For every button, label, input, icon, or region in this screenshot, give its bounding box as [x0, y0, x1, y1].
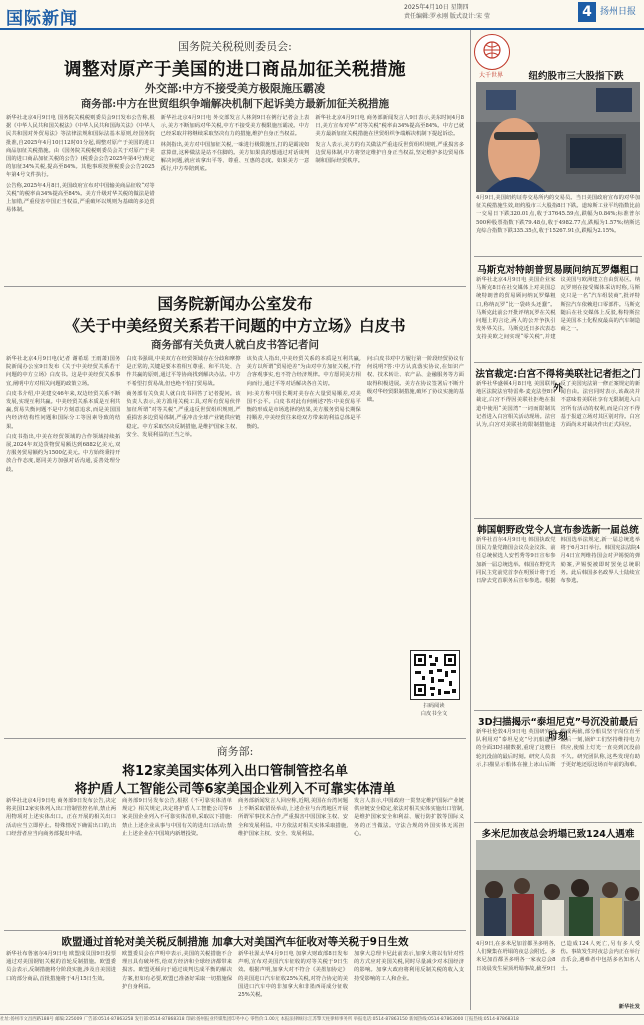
lead-sub-2: 商务部:中方在世贸组织争端解决机制下起诉美方最新加征关税措施 [80, 98, 390, 110]
whitepaper-para: 白皮书介绍,中美建交46年来,双边经贸关系不断发展,实现互利共赢。中美经贸关系本质是互利共赢,贸易失衡问题不是中方刻意追求,而是美国国内经济结构性问题和国际分工等因素导致的结果。 [6, 390, 121, 430]
stock-caption: 4月9日,美国纽约证券交易所内的交易员。当日美国政府宣布的对华加征关税措施生效,纽约股市三大股指8日下跌。道琼斯工业平均指数比前一交易日下跌320.01点,收于37645.59点,跌幅为0.84%;标准普尔500种股票指数下跌79.48点,收于4982.77点,跌幅为1.57%;纳斯达克综合指数下跌335.35点,收于15267.91点,跌幅为2.15%。 [476, 195, 640, 234]
qr-caption-line: 扫码阅读 [423, 703, 445, 709]
divider [4, 286, 466, 287]
eu-para: 新华社布鲁塞尔4月9日电 欧盟成员国9日投票通过对美国钢铝关税的首轮反制措施。欧盟委员会表示,反制措施将分阶段实施,涉及自美国进口的部分商品,首批措施将于4月15日生效。 [6, 951, 116, 982]
crowd-photo-icon [476, 840, 640, 936]
divider [474, 822, 642, 823]
lead-para: 新华社北京4月9日电 国务院关税税则委员会9日发布公告称,根据《中华人民共和国关税法》《中华人民共和国海关法》《中华人民共和国对外贸易法》等法律法规和国际法基本原则,经国务院批准,自2025年4月10日12时01分起,调整对原产于美国的进口商品加征关税措施。由《国务院关税税则委员会关于对原产于美国的进口商品加征关税的公告》(税委会公告2025年第4号)规定的加征34%关税,提高至84%。其他事项按照税委会公告2025年第4号文件执行。 [6, 115, 155, 179]
divider [474, 710, 642, 711]
column-logo-text: 大千世界 [478, 72, 503, 79]
lead-kicker: 国务院关税税则委员会: [178, 40, 292, 53]
dominican-credit: 新华社发 [618, 1004, 640, 1010]
page-header [0, 0, 644, 30]
dominican-headline: 多米尼加夜总会坍塌已致124人遇难 [481, 829, 635, 840]
whitepaper-headline-2: 《关于中美经贸关系若干问题的中方立场》白皮书 [64, 317, 406, 335]
eu-para: 加拿大总理卡尼此前表示,加拿大将以有针对性的方式应对美国关税,同时尽量减少对本国经济的影响。加拿大政府将利用反制关税的收入支持受影响的工人和企业。 [354, 951, 464, 982]
date-line: 2025年4月10日 星期四 [404, 4, 469, 11]
lead-para: 发言人表示,美方的有关做法严重违反世贸组织规则,严重损害多边贸易体制,中方将坚定维护自身正当权益,坚定维护多边贸易体制和国际经贸秩序。 [315, 141, 464, 165]
lead-sub-1: 外交部:中方不接受美方极限施压霸凌 [144, 82, 326, 95]
stock-photo [476, 82, 640, 192]
column-logo [474, 34, 510, 70]
dominican-photo [476, 840, 640, 936]
whitepaper-para: 白皮书指出,中美在经贸领域的合作领域持续拓展,2024年双边货物贸易额达到6882亿美元,双方服务贸易额约为1500亿美元。中方始终秉持开放合作态度,愿同美方加强对话沟通,妥善处理分歧。 [6, 433, 121, 473]
export-para: 商务部新闻发言人回应称,近期,美国在台湾问题上不断采取错误举动,上述企业与台湾地区开展所谓军事技术合作,严重损害中国国家主权、安全和发展利益。中方依法对相关实体采取措施,维护国家主权、安全、发展利益。 [238, 798, 348, 837]
ap-body: 新华社华盛顿4月8日电 美国联邦地区法院法官特雷弗·麦克法登8日裁定,白宫不得因美联社拒绝在报道中使用“美国湾”一词而限制其记者进入白宫相关活动现场。法官认为,白宫对美联社的限制措施违反了美国宪法第一修正案规定的新闻自由。法官同时表示,该裁决并不意味着美联社享有无限制进入白宫所有活动的权利,而是白宫不得基于报道立场对其区别对待。白宫方面尚未对裁决作出正式回应。 [476, 381, 640, 429]
korea-headline: 韩国朝野政党令人宣布参选新一届总统 [477, 525, 639, 536]
divider [474, 518, 642, 519]
export-headline-2: 将护盾人工智能公司等6家美国企业列入不可靠实体清单 [74, 782, 396, 797]
lead-para: 新华社北京4月9日电 外交部发言人林剑9日在例行记者会上表示,美方不断加码对华关税,中方不接受美方极限施压霸凌。中方已经采取并将继续采取坚决有力的措施,维护自身正当权益。 [160, 115, 310, 138]
export-para: 商务部9日另发布公告,根据《不可靠实体清单规定》相关规定,决定将护盾人工智能公司等6家美国企业列入不可靠实体清单,采取以下措施:禁止上述企业从事与中国有关的进出口活动;禁止上述企业在中国境内新增投资。 [122, 798, 232, 837]
dominican-caption: 4月9日,在多米尼加首都圣多明各,人们聚集在坍塌的夜总会附近。多米尼加首都圣多明各一家夜总会8日凌晨发生屋顶坍塌事故,截至9日已造成124人死亡,另有多人受伤。事故发生时夜总会内正在举行音乐会,遇难者中包括多名知名人士。 [476, 941, 640, 972]
lead-para: 公告称,2025年4月8日,美国政府宣布对中国输美商品征收“对等关税”的税率由34%提高至84%。美方升级对华关税的做法是错上加错,严重侵害中国正当权益,严重破坏以规则为基础的多边贸易体制。 [6, 182, 155, 214]
qr-caption-line: 白皮书全文 [420, 711, 448, 717]
page-footer: 社址:扬州市文昌西路188号 邮编:225009 广告部:0514-87863258 发行部:0514-87868318 印刷:扬州报业传媒集团印务中心 零售价:1.00元 本报法律顾问:江苏擎天柱律师事务所 举报电话:0514-87863150 新闻热线:0514-87863000 订报热线:0514-87868318 [0, 1014, 644, 1025]
section-title: 国际新闻 [6, 9, 78, 29]
titanic-headline: 3D扫描揭示“泰坦尼克”号沉没前最后时刻 [478, 717, 638, 742]
whitepaper-para: 该负责人指出,中美经贸关系的本质是互利共赢,美方以所谓“贸易逆差”为由对中方加征关税,不符合客观事实,也不符合经济规律。中方愿同美方相向而行,通过平等对话解决各自关切。 [246, 356, 361, 387]
eu-headline: 欧盟通过首轮对美关税反制措施 加拿大对美国汽车征收对等关税于9日生效 [61, 936, 409, 948]
whitepaper-headline-1: 国务院新闻办公室发布 [157, 295, 313, 313]
qr-code-icon [411, 651, 459, 699]
whitepaper-para: 新华社北京4月9日电(记者 谢希瑶 王雨萧)国务院新闻办公室9日发布《关于中美经贸关系若干问题的中方立场》白皮书。这是中美经贸关系事宜,阐明中方对相关问题的政策立场。 [6, 356, 121, 387]
globe-icon [475, 35, 509, 69]
whitepaper-sub: 商务部有关负责人就白皮书答记者问 [151, 339, 319, 351]
whitepaper-para: 问:白皮书对中方履行第一阶段经贸协议有何说明?答:中方认真落实协议,在知识产权、技术转让、农产品、金融服务等方面取得积极进展。美方在协议签署后不断升级对华经贸限制措施,破坏了协议实施的基础。 [366, 356, 464, 404]
lead-headline: 调整对原产于美国的进口商品加征关税措施 [64, 60, 406, 80]
whitepaper-para: 商务部有关负责人就白皮书回答了记者提问。该负责人表示,美方滥用关税工具,对所有贸易伙伴加征所谓“对等关税”,严重违反世贸组织规则,严重损害多边贸易体制,严重冲击全球产业链供应链稳定。中方采取坚决反制措施,是维护国家主权、安全、发展利益的正当之举。 [126, 390, 241, 438]
page-number: 4 [578, 2, 596, 22]
export-headline-1: 将12家美国实体列入出口管制管控名单 [121, 764, 349, 779]
editor-line: 责任编辑:罗永刚 版式设计:宋 莹 [404, 13, 490, 20]
export-kicker: 商务部: [216, 745, 254, 758]
titanic-body: 新华社伦敦4月9日电 英国研究团队利用对“泰坦尼克”号沉船遗骸的全面3D扫描数据,重现了这艘巨轮沉没前的最后时刻。研究人员表示,扫描显示船体在撞上冰山后断裂成两截,部分船员坚守岗位直至最后一刻,锅炉工们坚持维持电力供应,使船上灯光一直亮到沉没前不久。研究团队称,这些发现有助于更好地还原这场百年前的海难。 [476, 729, 640, 768]
musk-headline: 马斯克对特朗普贸易顾问纳瓦罗爆粗口 [477, 265, 639, 276]
export-para: 新华社北京4月9日电 商务部9日发布公告,决定将美国12家实体列入出口管制管控名单,禁止两用物项对上述实体出口。正在开展的相关出口活动应当立即停止。特殊情况下确需出口的,出口经营者应当向商务部提出申请。 [6, 798, 116, 837]
divider [4, 930, 466, 931]
eu-para: 欧盟委员会在声明中表示,美国的关税措施不合理且具有破坏性,给双方经济和全球经济都带来损害。欧盟更倾向于通过谈判达成平衡的解决方案,但如有必要,欧盟已准备好采取一切措施保护自身利益。 [122, 951, 232, 990]
export-para: 发言人表示,中国政府一贯坚定维护国际产业链供应链安全稳定,依法对相关实体实施出口管制,是维护国家安全和利益、履行防扩散等国际义务的正当做法。守法合规的外国实体无需担心。 [354, 798, 464, 837]
musk-body: 新华社北京4月9日电 美国企业家马斯克8日在社交媒体上对美国总统特朗普的贸易顾问纳瓦罗爆粗口,称纳瓦罗“比一袋砖头还蠢”。马斯克此前公开批评纳瓦罗在关税问题上的言论,两人的公开争执引发外界关注。马斯克近日多次表态支持美欧之间实现“零关税”,并建议美国与欧洲建立自由贸易区。纳瓦罗则在接受媒体采访时称,马斯克只是一名“汽车组装商”,批评特斯拉汽车依赖进口零部件。马斯克随后在社交媒体上反驳,称特斯拉是美国本土化程度最高的汽车制造商之一。 [476, 277, 640, 341]
qr-caption [404, 702, 464, 718]
korea-body: 新华社首尔4月9日电 韩国执政党国民力量党籍国会议员金汶洙、前任总统候选人安哲秀等9日宣布参加新一届总统选举。韩国在野党共同民主党前党首李在明预计将于近日辞去党首职务后宣布参选。根据韩国选举法规定,新一届总统选举将于6月3日举行。韩国宪法法院4月4日宣判维持国会对尹锡悦的弹劾案,尹锡悦被即时罢免总统职务。此后韩国多名政界人士陆续宣布参选。 [476, 537, 640, 585]
lead-para: 林剑指出,美方对中国加征关税,一味进行极限施压,打的是霸凌如意算盘,这种做法是站不住脚的。美方如果真的想通过对话谈判解决问题,就应该拿出平等、尊重、互惠的态度。如果美方一意孤行,中方奉陪到底。 [160, 141, 310, 173]
qr-code[interactable] [410, 650, 460, 700]
header-meta [404, 3, 490, 21]
paper-name: 扬州日报 [600, 7, 637, 17]
whitepaper-para: 问:美方称中国长期对美存在大量贸易顺差,对美国不公平。白皮书对此有何阐述?答:中美贸易平衡的形成是市场选择的结果,美方服务贸易长期保持顺差,中美经贸往来给双方带来的利益总体是平衡的。 [246, 390, 361, 430]
lead-body [6, 114, 464, 282]
whitepaper-para: 白皮书强调,中美双方在经贸领域存在分歧和摩擦是正常的,关键是要本着相互尊重、和平共处、合作共赢的原则,通过平等协商找到解决办法。中方不希望打贸易战,但也绝不怕打贸易战。 [126, 356, 241, 387]
export-body [6, 797, 464, 927]
divider [474, 362, 642, 363]
lead-para: 新华社北京4月9日电 商务部新闻发言人9日表示,美东时间4月8日,美方宣布对华“对等关税”税率由34%提高至84%。中方已就美方最新加征关税措施在世贸组织争端解决机制下提起诉讼。 [315, 115, 464, 138]
divider [4, 738, 466, 739]
column-divider [470, 30, 471, 1010]
ap-headline: 法官裁定:白宫不得将美联社记者拒之门外 [475, 369, 641, 394]
eu-para: 新华社渥太华4月9日电 加拿大财政部8日发布声明,宣布对美国汽车征收的对等关税于9日生效。根据声明,加拿大对不符合《美墨加协定》的美国进口汽车征收25%关税,对符合协定的美国进口汽车中的非加拿大和非墨西哥成分征收25%关税。 [238, 951, 348, 999]
eu-body [6, 950, 464, 1012]
whitepaper-body [6, 355, 464, 735]
stock-headline: 纽约股市三大股指下跌 [528, 71, 624, 82]
divider [474, 256, 642, 257]
trader-photo-icon [476, 82, 640, 192]
